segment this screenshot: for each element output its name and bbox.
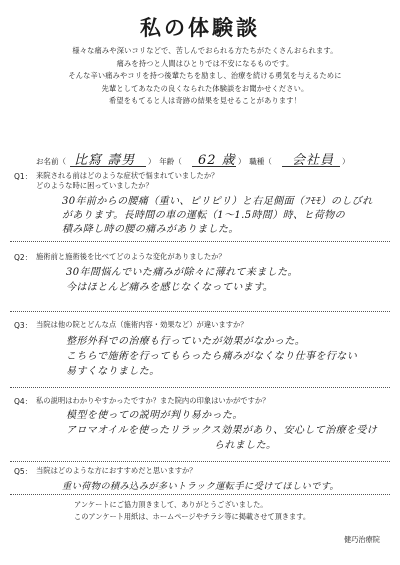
- question-number: Q4：: [14, 397, 33, 406]
- answer-text: 30年前からの腰痛（重い、ピリピリ）と右足側面（ﾌﾓﾓ）のしびれ: [62, 196, 373, 207]
- name-label: お名前（: [36, 157, 66, 166]
- question-number: Q1：: [14, 172, 33, 181]
- question-block-q1: [14, 171, 390, 235]
- answer-text: こちらで施術を行ってもらったら痛みがなくなり仕事を行ない: [66, 351, 358, 362]
- question-text: どのような時に困っていましたか？: [36, 181, 153, 190]
- intro-text: [24, 45, 386, 108]
- job-label: ） 職種（: [238, 157, 272, 166]
- intro-line: 痛みを持つと人間はひとりでは不安になるものです。: [116, 58, 294, 68]
- closing-text: [74, 499, 310, 523]
- answer-text: アロマオイルを使ったリラックス効果があり、安心して治療を受け: [66, 425, 378, 436]
- question-text: 来院される前はどのような症状で悩まれていましたか？: [36, 171, 219, 180]
- closing-line: アンケートにご協力頂きまして、ありがとうございました。: [74, 500, 268, 509]
- question-block-q5: [14, 466, 390, 494]
- question-block-q3: [14, 320, 390, 375]
- close-paren: ）: [342, 157, 350, 166]
- answer-text: 30年間悩んでいた痛みが除々に薄れて来ました。: [66, 267, 298, 278]
- age-underline: [192, 166, 236, 167]
- question-text: 施術前と施術後を比べてどのような変化がありましたか？: [36, 252, 226, 261]
- question-block-q4: [14, 396, 390, 451]
- section-divider: [10, 494, 390, 495]
- clinic-name: 健巧治療院: [344, 535, 380, 544]
- profile-row: [36, 149, 376, 171]
- closing-line: このアンケート用紙は、ホームページやチラシ等に掲載させて頂きます。: [74, 512, 311, 521]
- intro-line: 希望をもてると人は奇跡の結果を見せることがあります！: [108, 96, 302, 106]
- question-text: 当院はどのような方におすすめだと思いますか？: [36, 466, 197, 475]
- answer-text: 積み降し時の腰の痛みがありました。: [62, 224, 239, 235]
- section-divider: [10, 241, 390, 242]
- question-text: 私の説明はわかりやすかったですか？また院内の印象はいかがですか？: [36, 396, 270, 405]
- intro-line: 様々な痛みや深いコリなどで、苦しんでおられる方たちがたくさんおられます。: [72, 46, 338, 55]
- question-number: Q2：: [14, 253, 33, 262]
- job-value: 会社員: [292, 153, 335, 168]
- question-number: Q3：: [14, 321, 33, 330]
- question-block-q2: [14, 252, 390, 292]
- answer-text: 今はほとんど痛みを感じなくなっています。: [66, 282, 274, 293]
- intro-line: 先輩としてあなたの良くなられた体験談をお聞かせください。: [101, 83, 309, 93]
- answer-text: 模型を使っての説明が判り易かった。: [66, 410, 243, 421]
- intro-line: そんな辛い痛みやコリを持つ後輩たちを励まし、治療を続ける勇気を与えるために: [68, 71, 342, 81]
- section-divider: [10, 461, 390, 462]
- name-value: 比寫 壽男: [74, 153, 136, 168]
- question-text: 当院は他の院とどんな点（施術内容・効果など）が違いますか？: [36, 320, 248, 329]
- age-value: 62 歳: [198, 153, 236, 168]
- job-underline: [282, 166, 340, 167]
- answer-text: 重い荷物の積み込みが多いトラック運転手に受けてほしいです。: [62, 481, 340, 492]
- name-underline: [70, 166, 146, 167]
- section-divider: [10, 387, 390, 388]
- section-divider: [10, 311, 390, 312]
- answer-text: 易すくなりました。: [66, 366, 160, 377]
- answer-text: 整形外科での治療も行っていたが効果がなかった。: [66, 336, 306, 347]
- answer-text: があります。長時間の車の運転（1〜1.5時間）時、ヒ荷物の: [62, 210, 346, 221]
- question-number: Q5：: [14, 467, 33, 476]
- answer-text: られました。: [214, 440, 277, 451]
- age-label: ） 年齢（: [148, 157, 182, 166]
- page-title: 私の体験談: [140, 16, 260, 40]
